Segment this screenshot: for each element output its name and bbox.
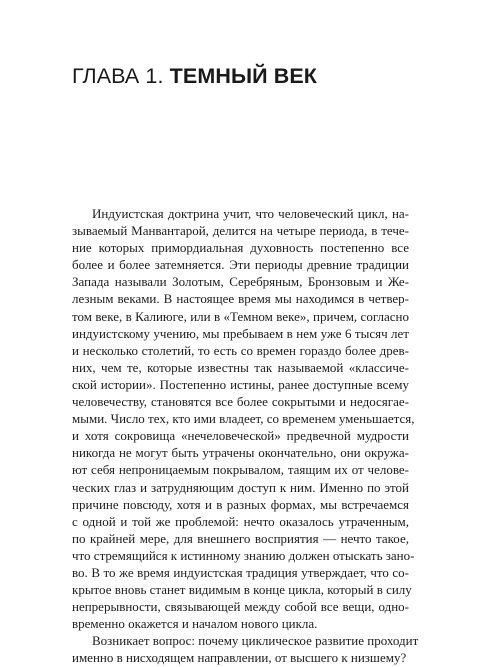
text-line: более и более затемняется. Эти периоды древние традиции	[72, 257, 409, 273]
text-line: и хотя сокровища «нечеловеческой» предвечной мудрости	[72, 428, 409, 444]
text-line: именно в нисходящем направлении, от высшего к низшему?	[72, 650, 407, 666]
text-line: Возникает вопрос: почему циклическое развитие проходит	[92, 633, 419, 649]
text-line: том веке, в Калиюге, или в «Темном веке», причем, согласно	[72, 308, 409, 324]
text-line: причине повсюду, хотя и в разных формах, мы встречаемся	[72, 496, 409, 512]
paragraph	[72, 205, 415, 632]
paragraph	[72, 632, 419, 666]
text-line: индуистскому учению, мы пребываем в нем уже 6 тысяч лет	[72, 325, 409, 341]
text-line: лезным веками. В настоящее время мы находимся в четвер-	[72, 291, 409, 307]
text-line: непрерывности, связывающей между собой все вещи, одно-	[72, 599, 409, 615]
text-line: Индуистская доктрина учит, что человеческий цикл, на-	[92, 206, 409, 221]
text-line: по крайней мере, для внешнего восприятия — нечто такое,	[72, 530, 409, 546]
text-line: мыми. Число тех, кто ими владеет, со временем уменьшается,	[72, 411, 415, 427]
body-text	[72, 205, 419, 667]
text-line: зываемый Манвантарой, делится на четыре периода, в тече-	[72, 223, 409, 239]
text-line: никогда не могут быть утрачены окончательно, они окружа-	[72, 445, 409, 461]
text-line: них, чем те, которые известны так называемой «классиче-	[72, 359, 409, 375]
text-line: ют себя непроницаемым покрывалом, таящим их от челове-	[72, 462, 409, 478]
text-line: крытое вновь станет видимым в конце цикла, который в силу	[72, 582, 412, 598]
chapter-title: ТЕМНЫЙ ВЕК	[169, 64, 318, 88]
text-line: ческих глаз и затрудняющим доступ к ним. Именно по этой	[72, 479, 409, 495]
text-line: ние которых примордиальная духовность постепенно все	[72, 240, 409, 256]
text-line: что стремящийся к истинному знанию должен отыскать зано-	[72, 547, 415, 563]
text-line: во. В то же время индуистская традиция утверждает, что со-	[72, 564, 409, 580]
chapter-number-label: ГЛАВА 1.	[72, 64, 164, 88]
chapter-heading	[72, 63, 317, 89]
text-line: ской истории». Постепенно истины, ранее доступные всему	[72, 376, 409, 392]
text-line: Запада называли Золотым, Серебряным, Бронзовым и Же-	[72, 274, 409, 290]
text-line: и несколько столетий, то есть со времен гораздо более древ-	[72, 342, 409, 358]
text-line: временно окажется и началом нового цикла.	[72, 616, 318, 632]
text-line: человечеству, становятся все более сокрытыми и недосягае-	[72, 394, 409, 410]
text-line: с одной и той же проблемой: нечто оказалось утраченным,	[72, 513, 409, 529]
